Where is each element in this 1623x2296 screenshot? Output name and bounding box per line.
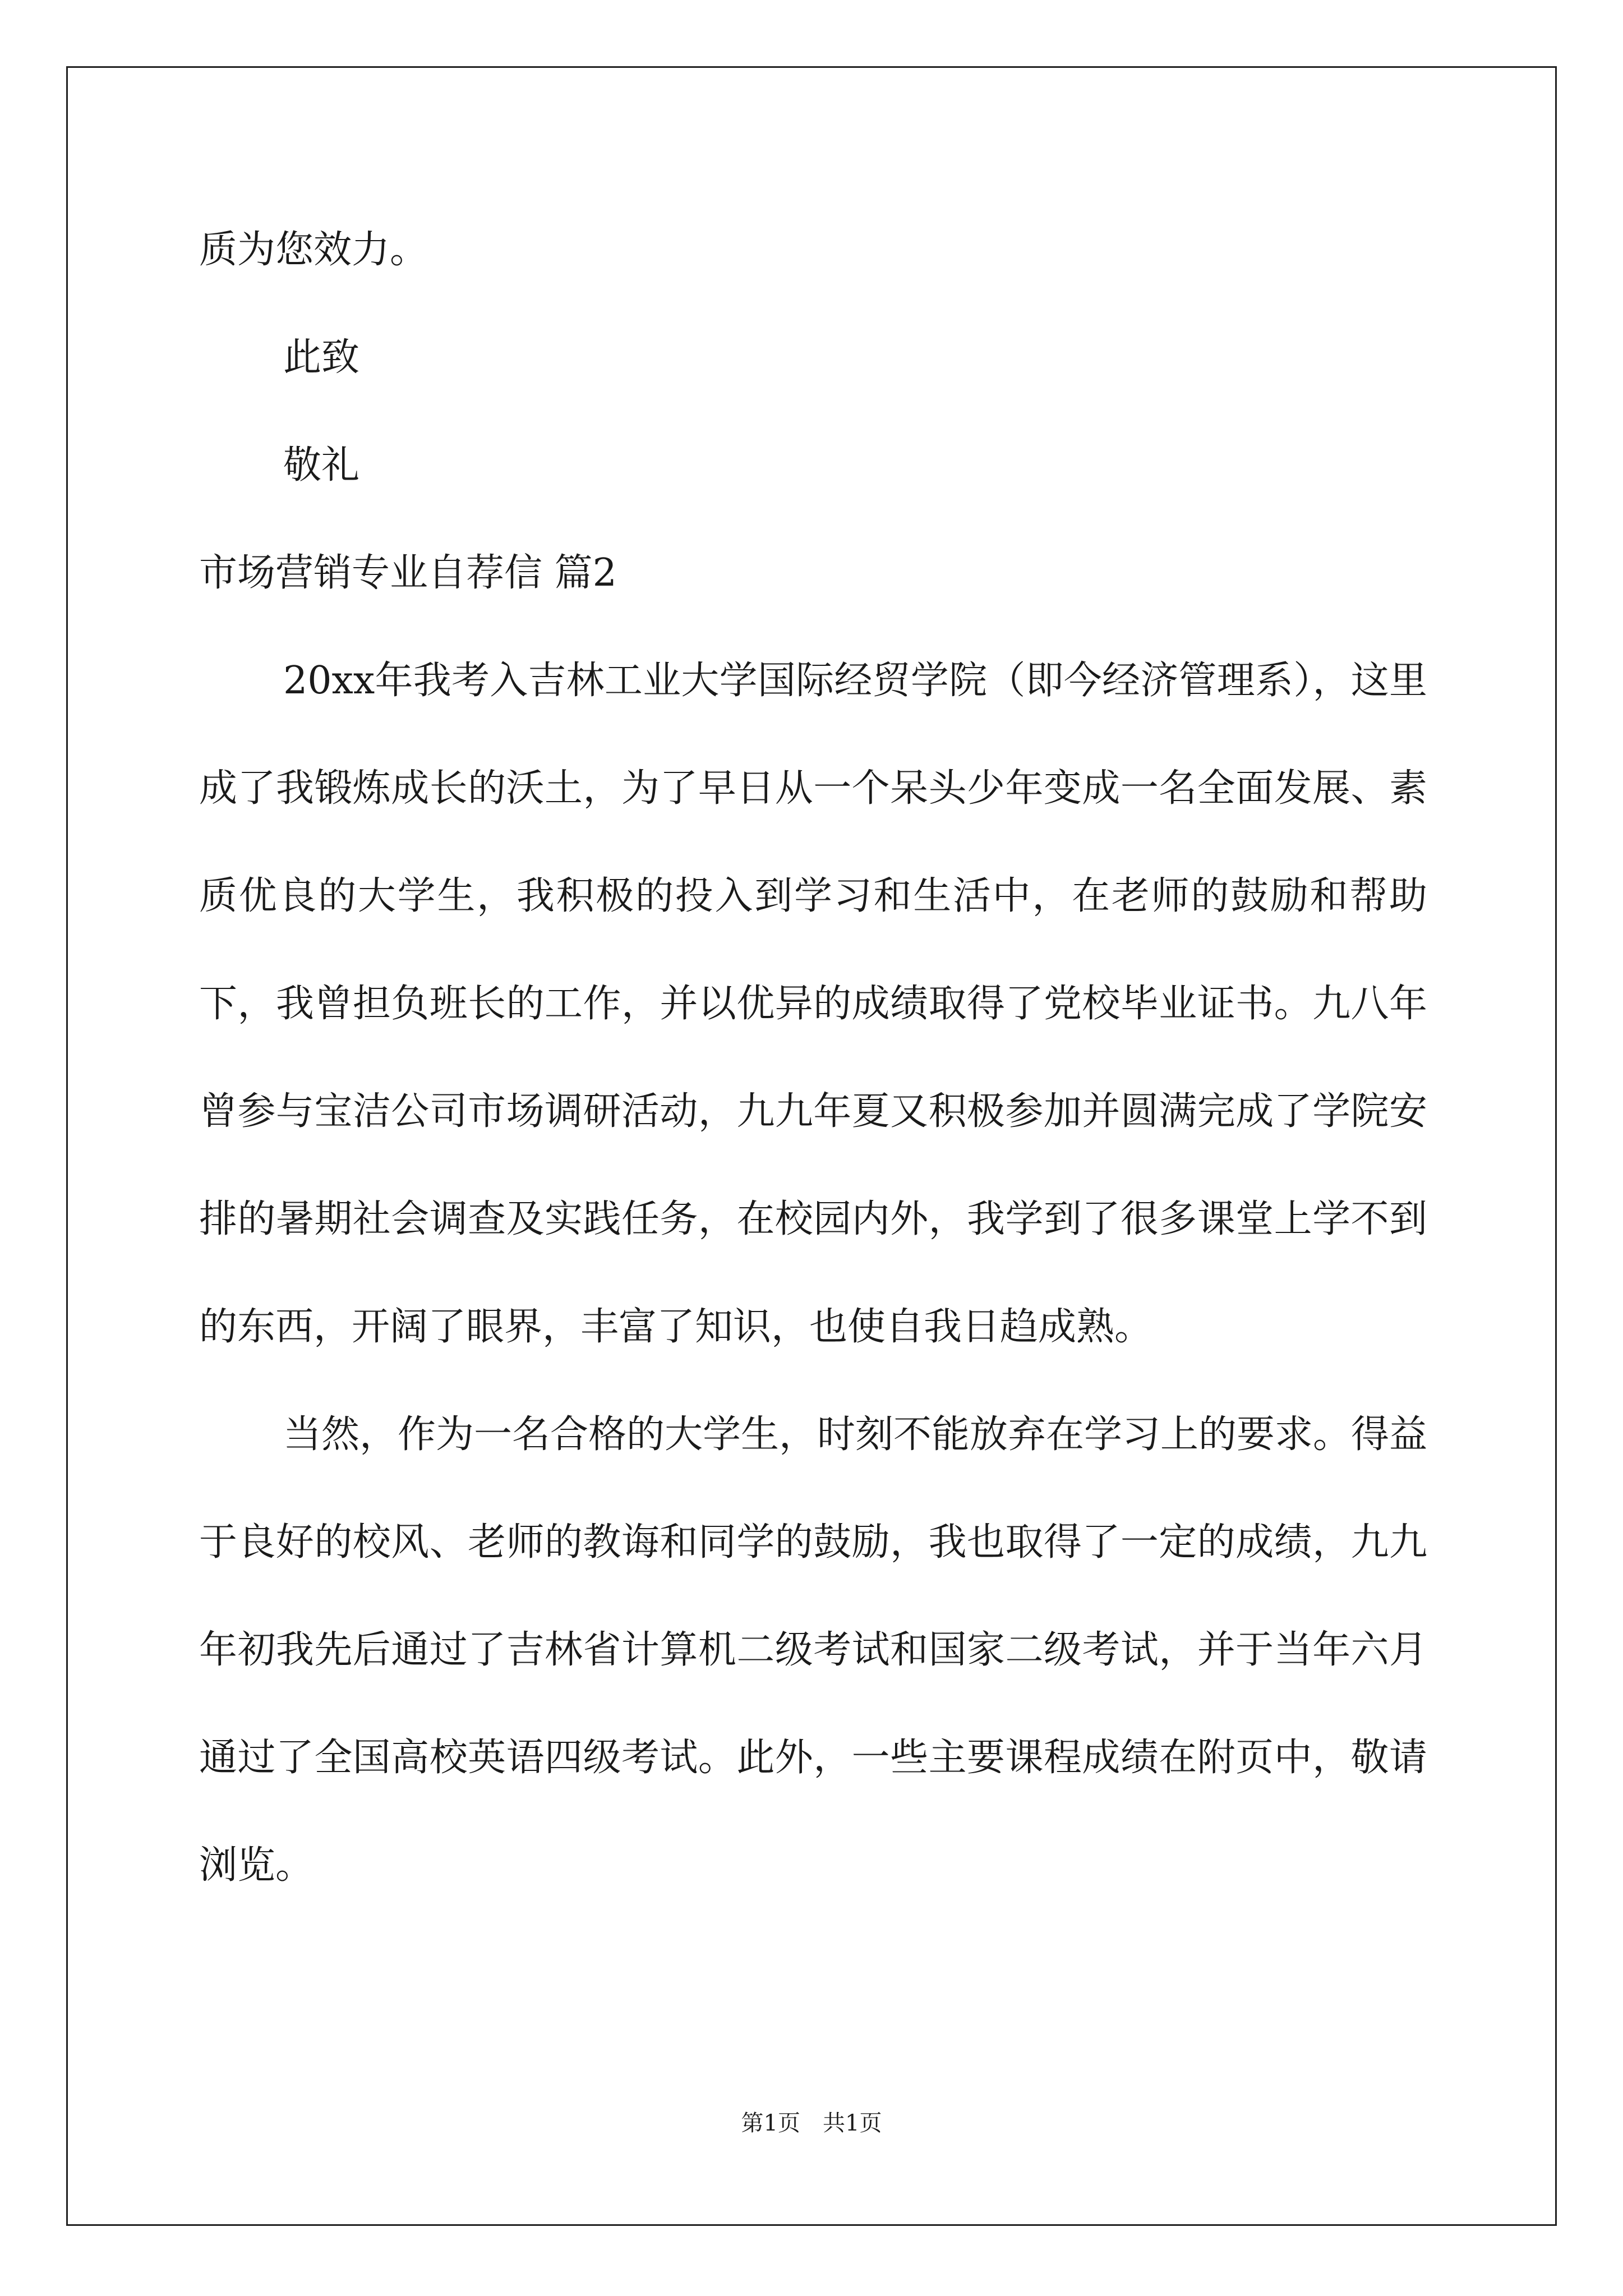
page-footer: 第1页 共1页	[741, 2110, 882, 2136]
section-title: 市场营销专业自荐信 篇2	[199, 551, 617, 595]
paragraph-1: 20xx年我考入吉林工业大学国际经贸学院（即今经济管理系），这里成了我锻炼成长的沃土，为了早日从一个呆头少年变成一名全面发展、素质优良的大学生，我积极的投入到学习和生活中，在老师的鼓励和帮助下，我曾担负班长的工作，并以优异的成绩取得了党校毕业证书。九八年曾参与宝洁公司市场调研活动，九九年夏又积极参加并圆满完成了学院安排的暑期社会调查及实践任务，在校园内外，我学到了很多课堂上学不到的东西，开阔了眼界，丰富了知识，也使自我日趋成熟。	[199, 659, 1427, 1349]
salutation-jingli: 敬礼	[283, 443, 360, 487]
paragraph-2: 当然，作为一名合格的大学生，时刻不能放弃在学习上的要求。得益于良好的校风、老师的教诲和同学的鼓励，我也取得了一定的成绩，九九年初我先后通过了吉林省计算机二级考试和国家二级考试，并于当年六月通过了全国高校英语四级考试。此外，一些主要课程成绩在附页中，敬请浏览。	[199, 1412, 1428, 1888]
salutation-cizhi: 此致	[283, 335, 360, 380]
document-body	[199, 196, 1427, 1920]
closing-fragment: 质为您效力。	[199, 228, 428, 272]
